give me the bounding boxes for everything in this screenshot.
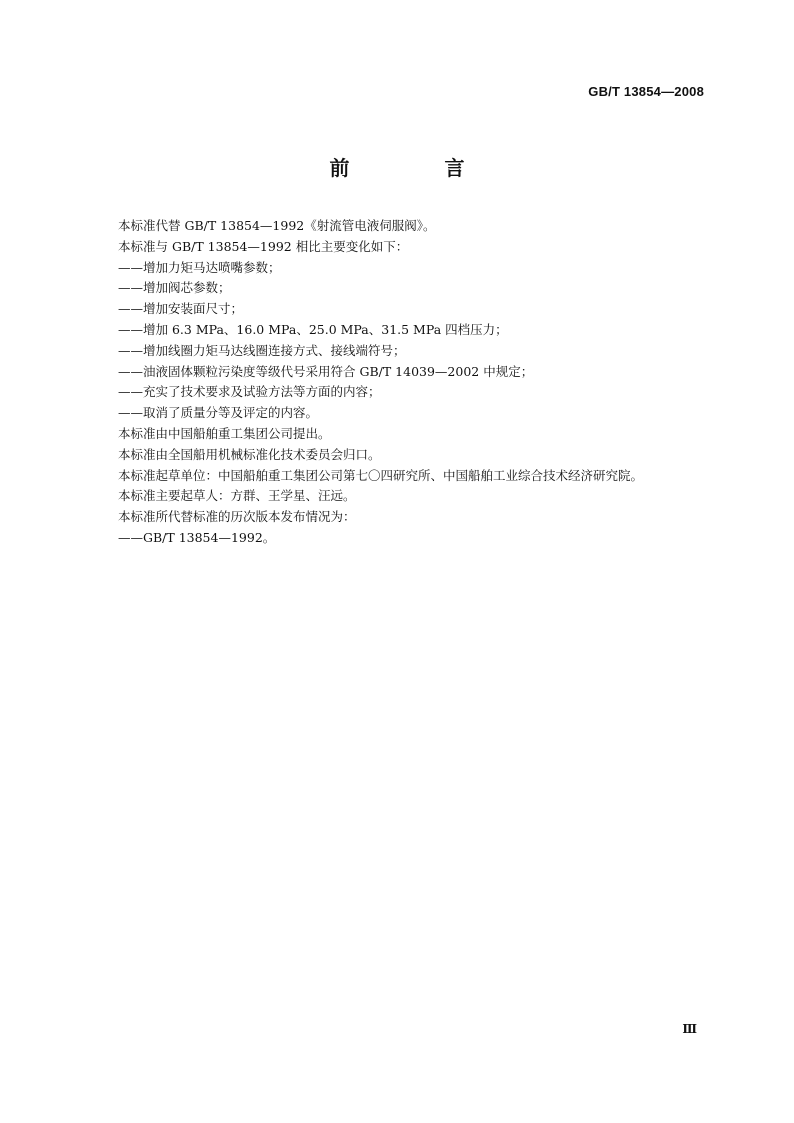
paragraph-line: 本标准与 GB/T 13854—1992 相比主要变化如下：: [118, 238, 409, 254]
list-item: ——充实了技术要求及试验方法等方面的内容；: [118, 384, 381, 400]
list-item: ——增加安装面尺寸；: [118, 301, 244, 317]
list-item: ——GB/T 13854—1992。: [118, 529, 276, 545]
foreword-body: [118, 216, 718, 549]
standard-code: GB/T 13854—2008: [588, 84, 704, 99]
paragraph-line: 本标准由全国船用机械标准化技术委员会归口。: [118, 446, 381, 462]
paragraph-line: 本标准由中国船舶重工集团公司提出。: [118, 425, 331, 441]
page-number: Ⅲ: [682, 1022, 697, 1036]
paragraph-line: 本标准起草单位：中国船舶重工集团公司第七〇四研究所、中国船舶工业综合技术经济研究院。: [118, 467, 644, 483]
list-item: ——油液固体颗粒污染度等级代号采用符合 GB/T 14039—2002 中规定；: [118, 363, 534, 379]
list-item: ——增加 6.3 MPa、16.0 MPa、25.0 MPa、31.5 MPa 四档压力；: [118, 321, 508, 337]
list-item: ——取消了质量分等及评定的内容。: [118, 405, 319, 421]
list-item: ——增加线圈力矩马达线圈连接方式、接线端符号；: [118, 342, 406, 358]
page-title: 前 言: [329, 156, 509, 180]
paragraph-line: 本标准主要起草人：方群、王学星、汪远。: [118, 488, 356, 504]
list-item: ——增加力矩马达喷嘴参数；: [118, 259, 281, 275]
paragraph-line: 本标准所代替标准的历次版本发布情况为：: [118, 509, 356, 525]
list-item: ——增加阀芯参数；: [118, 280, 231, 296]
paragraph-line: 本标准代替 GB/T 13854—1992《射流管电液伺服阀》。: [118, 218, 436, 233]
